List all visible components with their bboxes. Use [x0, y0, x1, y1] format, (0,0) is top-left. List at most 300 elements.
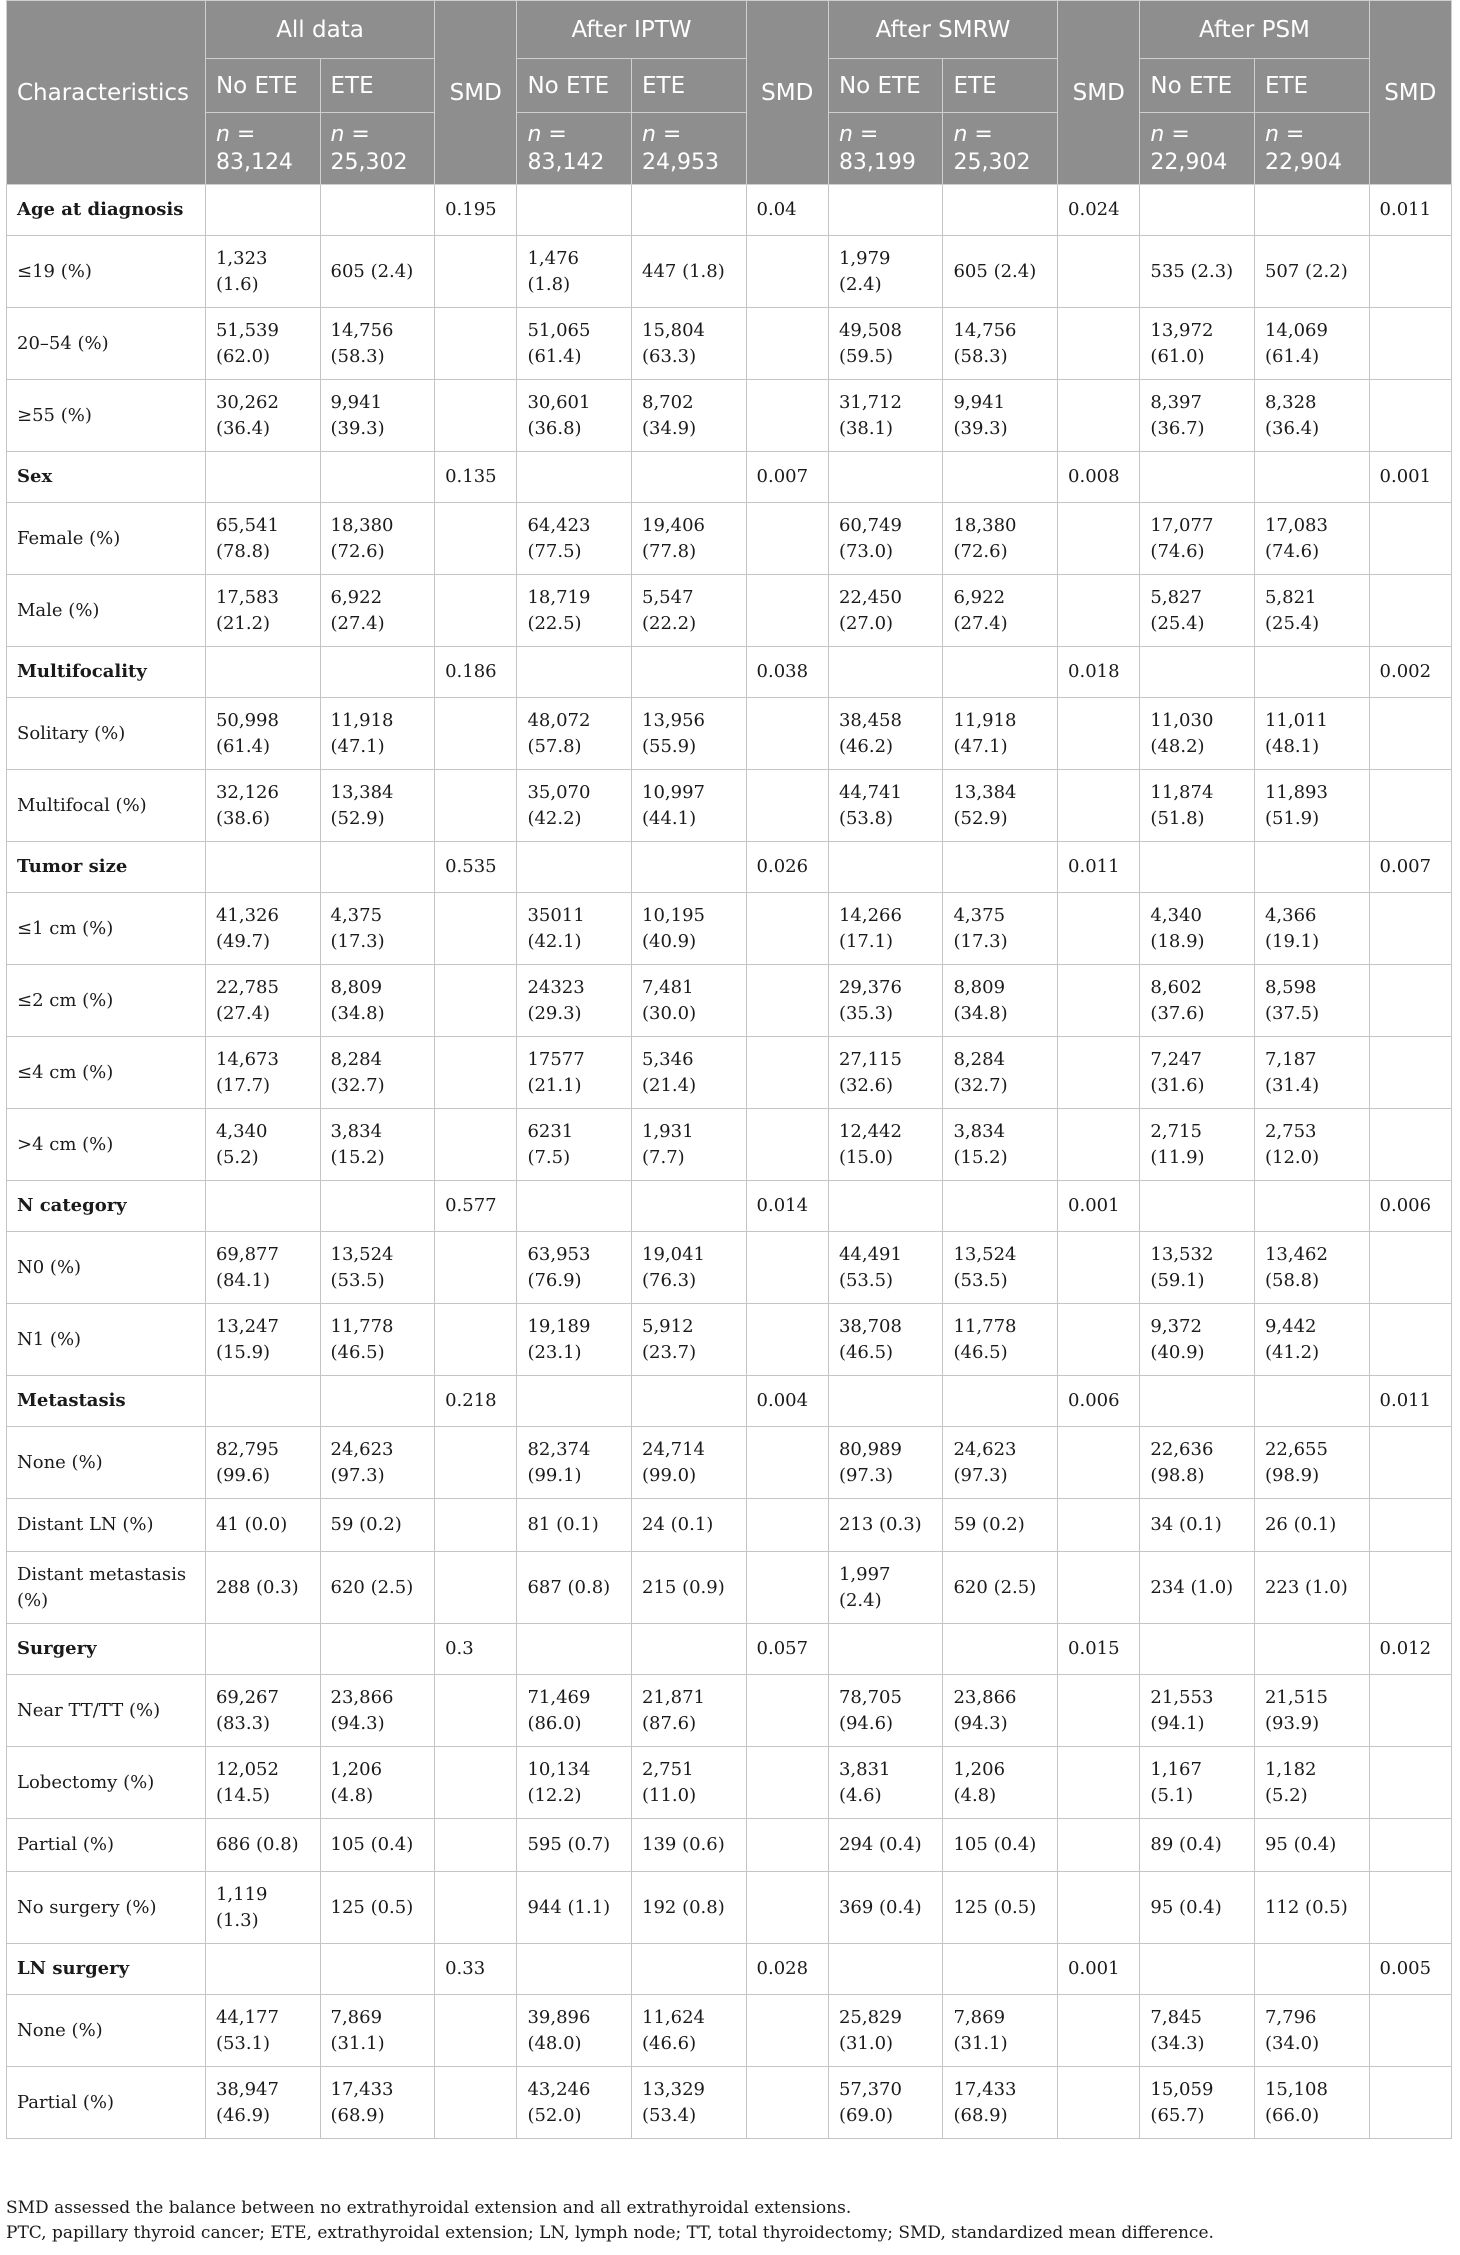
- data-cell: 13,384 (52.9): [320, 770, 435, 842]
- table-header: [7, 1, 1452, 185]
- empty-cell: [1058, 770, 1140, 842]
- data-cell: 12,052 (14.5): [205, 1747, 320, 1819]
- data-cell: 8,284 (32.7): [320, 1037, 435, 1109]
- data-cell: 32,126 (38.6): [205, 770, 320, 842]
- empty-cell: [1369, 1109, 1451, 1181]
- empty-cell: [746, 1819, 828, 1872]
- empty-cell: [1254, 1376, 1369, 1427]
- data-cell: 44,491 (53.5): [828, 1232, 943, 1304]
- table-row: [7, 698, 1452, 770]
- empty-cell: [517, 185, 632, 236]
- table-row: [7, 893, 1452, 965]
- data-cell: 139 (0.6): [632, 1819, 747, 1872]
- row-label: No surgery (%): [7, 1872, 206, 1944]
- data-cell: 8,602 (37.6): [1140, 965, 1255, 1037]
- data-cell: 7,796 (34.0): [1254, 1995, 1369, 2067]
- empty-cell: [205, 185, 320, 236]
- empty-cell: [1369, 236, 1451, 308]
- row-label: N1 (%): [7, 1304, 206, 1376]
- data-cell: 294 (0.4): [828, 1819, 943, 1872]
- no-ete-header: No ETE: [517, 59, 632, 113]
- empty-cell: [1058, 698, 1140, 770]
- smd-value: 0.535: [435, 842, 517, 893]
- characteristics-header: Characteristics: [7, 1, 206, 185]
- data-cell: 50,998 (61.4): [205, 698, 320, 770]
- smd-value: 0.028: [746, 1944, 828, 1995]
- empty-cell: [517, 1624, 632, 1675]
- data-cell: 17,433 (68.9): [320, 2067, 435, 2139]
- empty-cell: [435, 1552, 517, 1624]
- n-count-header: [517, 113, 632, 185]
- table-row: [7, 1995, 1452, 2067]
- data-cell: 22,636 (98.8): [1140, 1427, 1255, 1499]
- group-header-after-smrw: After SMRW: [828, 1, 1057, 59]
- data-cell: 288 (0.3): [205, 1552, 320, 1624]
- n-count-header: [1140, 113, 1255, 185]
- row-label: Distant LN (%): [7, 1499, 206, 1552]
- empty-cell: [1140, 1376, 1255, 1427]
- empty-cell: [1058, 1995, 1140, 2067]
- empty-cell: [1369, 1304, 1451, 1376]
- data-cell: 8,284 (32.7): [943, 1037, 1058, 1109]
- row-label: >4 cm (%): [7, 1109, 206, 1181]
- data-cell: 18,380 (72.6): [320, 503, 435, 575]
- data-cell: 5,547 (22.2): [632, 575, 747, 647]
- empty-cell: [1058, 503, 1140, 575]
- table-row: [7, 1304, 1452, 1376]
- empty-cell: [435, 308, 517, 380]
- footnote-abbreviations: PTC, papillary thyroid cancer; ETE, extrathyroidal extension; LN, lymph node; TT, total thyroidectomy; SMD, standardized mean difference.: [6, 2223, 1214, 2243]
- data-cell: 59 (0.2): [320, 1499, 435, 1552]
- data-cell: 10,997 (44.1): [632, 770, 747, 842]
- smd-value: 0.011: [1369, 185, 1451, 236]
- data-cell: 14,756 (58.3): [320, 308, 435, 380]
- data-cell: 78,705 (94.6): [828, 1675, 943, 1747]
- data-cell: 21,871 (87.6): [632, 1675, 747, 1747]
- empty-cell: [320, 1181, 435, 1232]
- data-cell: 11,778 (46.5): [943, 1304, 1058, 1376]
- empty-cell: [1254, 1944, 1369, 1995]
- data-cell: 6231 (7.5): [517, 1109, 632, 1181]
- table-row: [7, 770, 1452, 842]
- empty-cell: [517, 842, 632, 893]
- smd-value: 0.006: [1058, 1376, 1140, 1427]
- smd-value: 0.038: [746, 647, 828, 698]
- table-row: [7, 1747, 1452, 1819]
- empty-cell: [746, 308, 828, 380]
- empty-cell: [828, 1624, 943, 1675]
- data-cell: 69,877 (84.1): [205, 1232, 320, 1304]
- data-cell: 13,462 (58.8): [1254, 1232, 1369, 1304]
- empty-cell: [943, 1376, 1058, 1427]
- data-cell: 17577 (21.1): [517, 1037, 632, 1109]
- smd-value: 0.018: [1058, 647, 1140, 698]
- data-cell: 8,328 (36.4): [1254, 380, 1369, 452]
- no-ete-header: No ETE: [205, 59, 320, 113]
- empty-cell: [435, 1109, 517, 1181]
- data-cell: 9,941 (39.3): [943, 380, 1058, 452]
- empty-cell: [435, 770, 517, 842]
- data-cell: 39,896 (48.0): [517, 1995, 632, 2067]
- data-cell: 620 (2.5): [320, 1552, 435, 1624]
- no-ete-header: No ETE: [1140, 59, 1255, 113]
- data-cell: 13,329 (53.4): [632, 2067, 747, 2139]
- empty-cell: [746, 575, 828, 647]
- empty-cell: [746, 236, 828, 308]
- smd-header: SMD: [435, 1, 517, 185]
- empty-cell: [1369, 2067, 1451, 2139]
- row-label: Solitary (%): [7, 698, 206, 770]
- empty-cell: [1369, 1499, 1451, 1552]
- data-cell: 59 (0.2): [943, 1499, 1058, 1552]
- empty-cell: [205, 647, 320, 698]
- data-cell: 71,469 (86.0): [517, 1675, 632, 1747]
- empty-cell: [746, 1552, 828, 1624]
- empty-cell: [435, 575, 517, 647]
- empty-cell: [435, 2067, 517, 2139]
- row-label: Partial (%): [7, 1819, 206, 1872]
- empty-cell: [435, 1499, 517, 1552]
- empty-cell: [746, 1995, 828, 2067]
- row-label: None (%): [7, 1995, 206, 2067]
- data-cell: 13,384 (52.9): [943, 770, 1058, 842]
- empty-cell: [1058, 1304, 1140, 1376]
- table-row: [7, 1872, 1452, 1944]
- section-label: Surgery: [7, 1624, 206, 1675]
- empty-cell: [1369, 965, 1451, 1037]
- data-cell: 13,972 (61.0): [1140, 308, 1255, 380]
- empty-cell: [435, 236, 517, 308]
- data-cell: 17,433 (68.9): [943, 2067, 1058, 2139]
- table-body: [7, 185, 1452, 2139]
- n-count-header: [632, 113, 747, 185]
- data-cell: 1,167 (5.1): [1140, 1747, 1255, 1819]
- n-label: n =: [953, 121, 993, 147]
- data-cell: 125 (0.5): [943, 1872, 1058, 1944]
- data-cell: 26 (0.1): [1254, 1499, 1369, 1552]
- data-cell: 30,601 (36.8): [517, 380, 632, 452]
- data-cell: 38,458 (46.2): [828, 698, 943, 770]
- empty-cell: [1058, 1037, 1140, 1109]
- smd-header: SMD: [1369, 1, 1451, 185]
- table-row: [7, 2067, 1452, 2139]
- data-cell: 6,922 (27.4): [943, 575, 1058, 647]
- data-cell: 215 (0.9): [632, 1552, 747, 1624]
- data-cell: 51,065 (61.4): [517, 308, 632, 380]
- data-cell: 51,539 (62.0): [205, 308, 320, 380]
- empty-cell: [632, 647, 747, 698]
- empty-cell: [746, 1499, 828, 1552]
- empty-cell: [205, 1181, 320, 1232]
- table-row: [7, 965, 1452, 1037]
- data-cell: 4,366 (19.1): [1254, 893, 1369, 965]
- data-cell: 112 (0.5): [1254, 1872, 1369, 1944]
- empty-cell: [205, 1944, 320, 1995]
- smd-value: 0.001: [1369, 452, 1451, 503]
- data-cell: 8,397 (36.7): [1140, 380, 1255, 452]
- empty-cell: [435, 1747, 517, 1819]
- empty-cell: [1058, 1109, 1140, 1181]
- empty-cell: [1058, 965, 1140, 1037]
- data-cell: 13,524 (53.5): [943, 1232, 1058, 1304]
- smd-value: 0.002: [1369, 647, 1451, 698]
- empty-cell: [320, 452, 435, 503]
- empty-cell: [828, 1376, 943, 1427]
- n-value: 22,904: [1150, 149, 1228, 175]
- n-value: 83,124: [215, 149, 293, 175]
- data-cell: 21,553 (94.1): [1140, 1675, 1255, 1747]
- row-label: Male (%): [7, 575, 206, 647]
- empty-cell: [1369, 575, 1451, 647]
- data-cell: 21,515 (93.9): [1254, 1675, 1369, 1747]
- empty-cell: [746, 698, 828, 770]
- row-label: Distant metastasis (%): [7, 1552, 206, 1624]
- smd-value: 0.057: [746, 1624, 828, 1675]
- data-cell: 17,583 (21.2): [205, 575, 320, 647]
- smd-value: 0.577: [435, 1181, 517, 1232]
- row-label: ≤1 cm (%): [7, 893, 206, 965]
- empty-cell: [828, 647, 943, 698]
- data-cell: 13,532 (59.1): [1140, 1232, 1255, 1304]
- empty-cell: [828, 185, 943, 236]
- smd-value: 0.135: [435, 452, 517, 503]
- empty-cell: [1058, 1232, 1140, 1304]
- empty-cell: [632, 1376, 747, 1427]
- empty-cell: [943, 842, 1058, 893]
- group-header-all-data: All data: [205, 1, 434, 59]
- data-cell: 95 (0.4): [1140, 1872, 1255, 1944]
- n-value: 25,302: [330, 149, 408, 175]
- data-cell: 7,187 (31.4): [1254, 1037, 1369, 1109]
- table-row: [7, 503, 1452, 575]
- empty-cell: [1254, 452, 1369, 503]
- data-cell: 3,831 (4.6): [828, 1747, 943, 1819]
- data-cell: 9,442 (41.2): [1254, 1304, 1369, 1376]
- empty-cell: [1369, 1552, 1451, 1624]
- empty-cell: [1058, 1499, 1140, 1552]
- data-cell: 22,655 (98.9): [1254, 1427, 1369, 1499]
- smd-value: 0.195: [435, 185, 517, 236]
- ete-header: ETE: [1254, 59, 1369, 113]
- empty-cell: [320, 647, 435, 698]
- row-label: Near TT/TT (%): [7, 1675, 206, 1747]
- data-cell: 8,809 (34.8): [320, 965, 435, 1037]
- data-cell: 44,741 (53.8): [828, 770, 943, 842]
- data-cell: 82,374 (99.1): [517, 1427, 632, 1499]
- smd-value: 0.014: [746, 1181, 828, 1232]
- smd-value: 0.006: [1369, 1181, 1451, 1232]
- data-cell: 13,247 (15.9): [205, 1304, 320, 1376]
- empty-cell: [1369, 503, 1451, 575]
- data-cell: 8,809 (34.8): [943, 965, 1058, 1037]
- empty-cell: [746, 1675, 828, 1747]
- empty-cell: [1140, 185, 1255, 236]
- data-cell: 1,206 (4.8): [943, 1747, 1058, 1819]
- empty-cell: [1254, 1181, 1369, 1232]
- data-cell: 11,918 (47.1): [943, 698, 1058, 770]
- data-cell: 1,323 (1.6): [205, 236, 320, 308]
- section-row: [7, 1624, 1452, 1675]
- data-cell: 535 (2.3): [1140, 236, 1255, 308]
- smd-value: 0.004: [746, 1376, 828, 1427]
- data-cell: 11,624 (46.6): [632, 1995, 747, 2067]
- data-cell: 13,524 (53.5): [320, 1232, 435, 1304]
- n-count-header: [205, 113, 320, 185]
- n-value: 83,142: [527, 149, 605, 175]
- data-cell: 2,751 (11.0): [632, 1747, 747, 1819]
- data-cell: 57,370 (69.0): [828, 2067, 943, 2139]
- data-cell: 11,893 (51.9): [1254, 770, 1369, 842]
- section-label: Metastasis: [7, 1376, 206, 1427]
- empty-cell: [435, 1232, 517, 1304]
- data-cell: 63,953 (76.9): [517, 1232, 632, 1304]
- empty-cell: [320, 1944, 435, 1995]
- data-cell: 2,753 (12.0): [1254, 1109, 1369, 1181]
- data-cell: 5,821 (25.4): [1254, 575, 1369, 647]
- data-cell: 7,869 (31.1): [943, 1995, 1058, 2067]
- empty-cell: [746, 1037, 828, 1109]
- data-cell: 11,918 (47.1): [320, 698, 435, 770]
- smd-value: 0.186: [435, 647, 517, 698]
- empty-cell: [517, 1944, 632, 1995]
- empty-cell: [943, 1624, 1058, 1675]
- smd-value: 0.005: [1369, 1944, 1451, 1995]
- n-count-header: [943, 113, 1058, 185]
- empty-cell: [1369, 1819, 1451, 1872]
- data-cell: 4,375 (17.3): [320, 893, 435, 965]
- data-cell: 24,623 (97.3): [943, 1427, 1058, 1499]
- data-cell: 9,372 (40.9): [1140, 1304, 1255, 1376]
- ete-header: ETE: [320, 59, 435, 113]
- table-row: [7, 1675, 1452, 1747]
- empty-cell: [435, 1304, 517, 1376]
- empty-cell: [1369, 1232, 1451, 1304]
- smd-value: 0.218: [435, 1376, 517, 1427]
- empty-cell: [1058, 575, 1140, 647]
- empty-cell: [632, 1181, 747, 1232]
- table-row: [7, 575, 1452, 647]
- data-cell: 5,912 (23.7): [632, 1304, 747, 1376]
- data-cell: 19,406 (77.8): [632, 503, 747, 575]
- data-cell: 14,266 (17.1): [828, 893, 943, 965]
- data-cell: 1,476 (1.8): [517, 236, 632, 308]
- table-row: [7, 1109, 1452, 1181]
- empty-cell: [1254, 1624, 1369, 1675]
- section-label: Age at diagnosis: [7, 185, 206, 236]
- smd-value: 0.015: [1058, 1624, 1140, 1675]
- data-cell: 1,979 (2.4): [828, 236, 943, 308]
- data-cell: 17,077 (74.6): [1140, 503, 1255, 575]
- smd-value: 0.007: [746, 452, 828, 503]
- empty-cell: [1058, 893, 1140, 965]
- data-cell: 3,834 (15.2): [320, 1109, 435, 1181]
- smd-value: 0.001: [1058, 1944, 1140, 1995]
- empty-cell: [943, 185, 1058, 236]
- empty-cell: [1369, 1747, 1451, 1819]
- data-cell: 24,714 (99.0): [632, 1427, 747, 1499]
- empty-cell: [746, 893, 828, 965]
- data-cell: 14,756 (58.3): [943, 308, 1058, 380]
- data-cell: 5,346 (21.4): [632, 1037, 747, 1109]
- table-row: [7, 236, 1452, 308]
- empty-cell: [828, 1944, 943, 1995]
- data-cell: 192 (0.8): [632, 1872, 747, 1944]
- n-label: n =: [330, 121, 370, 147]
- data-cell: 81 (0.1): [517, 1499, 632, 1552]
- data-cell: 25,829 (31.0): [828, 1995, 943, 2067]
- n-label: n =: [642, 121, 682, 147]
- data-cell: 11,874 (51.8): [1140, 770, 1255, 842]
- empty-cell: [943, 647, 1058, 698]
- empty-cell: [746, 965, 828, 1037]
- empty-cell: [435, 1872, 517, 1944]
- data-cell: 24 (0.1): [632, 1499, 747, 1552]
- empty-cell: [205, 842, 320, 893]
- section-row: [7, 185, 1452, 236]
- row-label: Multifocal (%): [7, 770, 206, 842]
- empty-cell: [1140, 1181, 1255, 1232]
- empty-cell: [1058, 1427, 1140, 1499]
- empty-cell: [1254, 185, 1369, 236]
- empty-cell: [435, 893, 517, 965]
- n-value: 83,199: [838, 149, 916, 175]
- data-cell: 22,450 (27.0): [828, 575, 943, 647]
- data-cell: 34 (0.1): [1140, 1499, 1255, 1552]
- data-cell: 23,866 (94.3): [943, 1675, 1058, 1747]
- data-cell: 11,011 (48.1): [1254, 698, 1369, 770]
- empty-cell: [435, 1995, 517, 2067]
- row-label: ≤2 cm (%): [7, 965, 206, 1037]
- row-label: ≤19 (%): [7, 236, 206, 308]
- data-cell: 12,442 (15.0): [828, 1109, 943, 1181]
- table-row: [7, 1427, 1452, 1499]
- empty-cell: [320, 1624, 435, 1675]
- smd-value: 0.33: [435, 1944, 517, 1995]
- empty-cell: [828, 452, 943, 503]
- section-label: Sex: [7, 452, 206, 503]
- ete-header: ETE: [632, 59, 747, 113]
- data-cell: 80,989 (97.3): [828, 1427, 943, 1499]
- data-cell: 8,598 (37.5): [1254, 965, 1369, 1037]
- row-label: ≤4 cm (%): [7, 1037, 206, 1109]
- empty-cell: [746, 1232, 828, 1304]
- empty-cell: [1058, 1552, 1140, 1624]
- row-label: Partial (%): [7, 2067, 206, 2139]
- data-cell: 8,702 (34.9): [632, 380, 747, 452]
- empty-cell: [1058, 2067, 1140, 2139]
- empty-cell: [1140, 842, 1255, 893]
- empty-cell: [746, 770, 828, 842]
- group-header-after-psm: After PSM: [1140, 1, 1369, 59]
- data-cell: 14,673 (17.7): [205, 1037, 320, 1109]
- table-row: [7, 1037, 1452, 1109]
- data-cell: 213 (0.3): [828, 1499, 943, 1552]
- data-cell: 43,246 (52.0): [517, 2067, 632, 2139]
- empty-cell: [1254, 842, 1369, 893]
- data-cell: 48,072 (57.8): [517, 698, 632, 770]
- empty-cell: [435, 698, 517, 770]
- empty-cell: [828, 1181, 943, 1232]
- empty-cell: [435, 503, 517, 575]
- data-cell: 35011 (42.1): [517, 893, 632, 965]
- data-cell: 687 (0.8): [517, 1552, 632, 1624]
- data-cell: 19,189 (23.1): [517, 1304, 632, 1376]
- empty-cell: [943, 452, 1058, 503]
- n-label: n =: [1150, 121, 1190, 147]
- data-cell: 30,262 (36.4): [205, 380, 320, 452]
- empty-cell: [1140, 1944, 1255, 1995]
- data-cell: 22,785 (27.4): [205, 965, 320, 1037]
